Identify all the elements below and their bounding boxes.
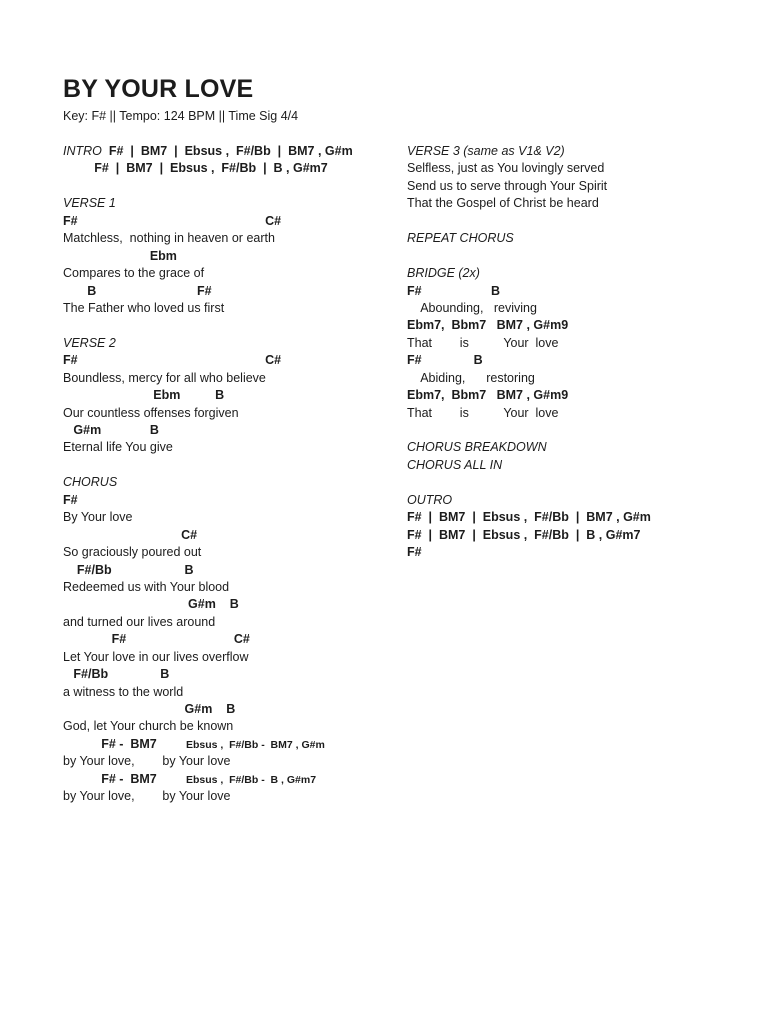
lyric-line: Abounding, reviving [407, 300, 537, 315]
section-label: BRIDGE (2x) [407, 266, 480, 281]
chord-line: F#/Bb B [63, 562, 194, 577]
right-column [407, 143, 737, 562]
left-column [63, 143, 383, 806]
lyric-line: Compares to the grace of [63, 266, 205, 281]
lyric-line: by Your love, by Your love [63, 754, 231, 769]
song-meta: Key: F# || Tempo: 124 BPM || Time Sig 4/4 [63, 109, 299, 123]
chord-line: F# B [407, 353, 483, 368]
lyric-line: and turned our lives around [63, 614, 216, 629]
chord-line: B F# [63, 283, 212, 298]
chord-line: C# [63, 527, 198, 542]
chord-line: G#m B [63, 597, 239, 612]
chord-line: Ebm7, Bbm7 BM7 , G#m9 [407, 388, 569, 403]
chord-line: Ebm B [63, 388, 225, 403]
blank-line [407, 422, 737, 439]
chord-line: F# C# [63, 353, 282, 368]
lyric-line: Let Your love in our lives overflow [63, 649, 249, 664]
chord-group-small: Ebsus , F#/Bb - B , G#m7 [156, 773, 317, 786]
chord-line [63, 736, 383, 753]
blank-line [63, 317, 383, 334]
chord-line: G#m B [63, 702, 236, 716]
blank-line [407, 248, 737, 265]
chord-line: Ebm [63, 248, 177, 263]
lyric-line: Redeemed us with Your blood [63, 579, 230, 594]
lyric-line: Matchless, nothing in heaven or earth [63, 231, 275, 246]
lyric-line: Eternal life You give [63, 440, 173, 455]
lyric-line: Send us to serve through Your Spirit [407, 178, 608, 193]
chord-line: F# | BM7 | Ebsus , F#/Bb | BM7 , G#m [407, 510, 651, 525]
lyric-line: Abiding, restoring [407, 370, 535, 385]
lyric-line: Boundless, mercy for all who believe [63, 370, 266, 385]
chord-line: F#/Bb B [63, 667, 170, 682]
chord-group-small: Ebsus , F#/Bb - BM7 , G#m [156, 738, 325, 751]
lyric-line: Selfless, just as You lovingly served [407, 161, 605, 176]
chord-group: F# - BM7 [63, 736, 157, 751]
lyric-line: God, let Your church be known [63, 719, 234, 734]
section-label: CHORUS [63, 475, 118, 490]
intro-line [63, 143, 383, 160]
lyric-line: That the Gospel of Christ be heard [407, 196, 599, 211]
section-label: INTRO [63, 144, 102, 158]
chord-progression: F# | BM7 | Ebsus , F#/Bb | BM7 , G#m [101, 144, 353, 158]
lyric-line: By Your love [63, 510, 133, 525]
lyric-line: That is Your love [407, 335, 559, 350]
section-label: OUTRO [407, 492, 453, 507]
lyric-line: The Father who loved us first [63, 300, 225, 315]
section-label: VERSE 1 [63, 196, 116, 211]
section-label: CHORUS BREAKDOWN [407, 440, 547, 455]
lyric-line: That is Your love [407, 405, 559, 420]
section-label: VERSE 3 (same as V1& V2) [407, 144, 565, 158]
blank-line [63, 457, 383, 474]
lyric-line: by Your love, by Your love [63, 789, 231, 804]
chord-group: F# - BM7 [63, 771, 157, 786]
chord-line: F# C# [63, 632, 250, 647]
chord-line: F# B [407, 283, 501, 298]
song-title: BY YOUR LOVE [63, 75, 254, 103]
chord-line: F# [63, 492, 78, 507]
blank-line [63, 178, 383, 195]
chord-line: F# | BM7 | Ebsus , F#/Bb | B , G#m7 [407, 527, 641, 542]
section-label: REPEAT CHORUS [407, 231, 514, 246]
chord-line: F# [407, 545, 422, 560]
chord-line [63, 771, 383, 788]
section-label: VERSE 2 [63, 335, 116, 350]
chord-line: Ebm7, Bbm7 BM7 , G#m9 [407, 318, 569, 333]
blank-line [407, 213, 737, 230]
lyric-line: a witness to the world [63, 684, 184, 699]
blank-line [407, 474, 737, 491]
chord-line: F# C# [63, 213, 282, 228]
section-label: CHORUS ALL IN [407, 457, 503, 472]
lyric-line: Our countless offenses forgiven [63, 405, 239, 420]
lyric-line: So graciously poured out [63, 545, 202, 560]
chord-line: G#m B [63, 423, 159, 437]
chord-line: F# | BM7 | Ebsus , F#/Bb | B , G#m7 [63, 161, 328, 176]
